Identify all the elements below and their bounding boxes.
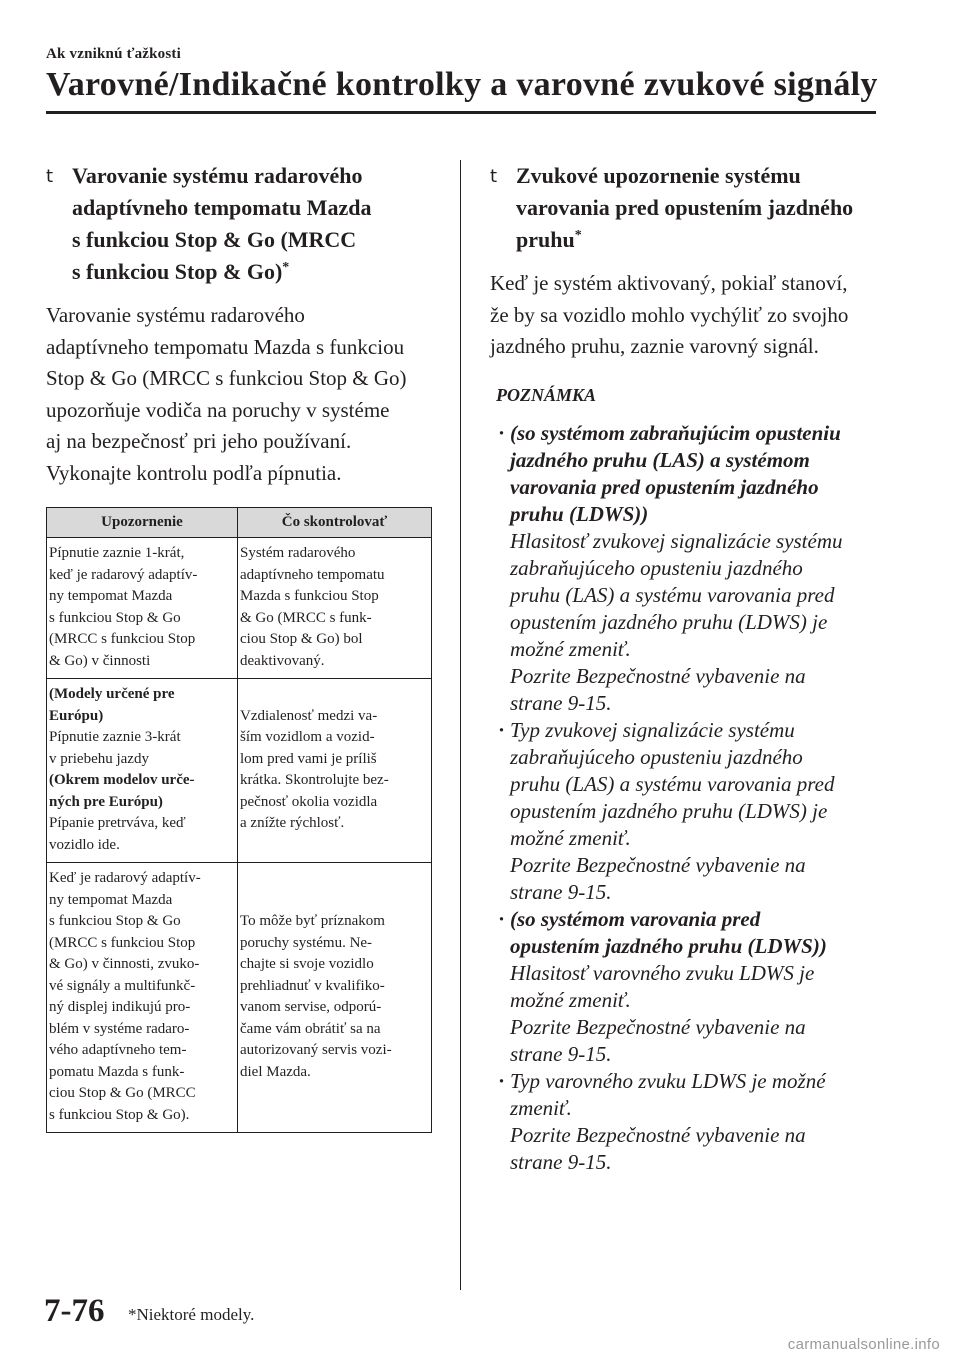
footnote: *Niektoré modely. (128, 1305, 255, 1324)
column-header-check: Čo skontrolovať (238, 508, 432, 538)
heading-line: varovania pred opustením jazdného (516, 195, 854, 220)
table-row (47, 863, 432, 1133)
footnote-mark: * (282, 260, 290, 275)
bullet-icon: · (498, 717, 506, 742)
table-row (47, 679, 432, 863)
page-number: 7-76 (44, 1293, 105, 1329)
column-header-warning: Upozornenie (47, 508, 238, 538)
note-title: POZNÁMKA (496, 384, 597, 405)
heading-line: s funkciou Stop & Go (MRCC (72, 227, 357, 252)
table-cell-warning: Keď je radarový adaptív- ny tempomat Mazda s funkciou Stop & Go (MRCC s funkciou Stop & Go) v činnosti, zvuko- vé signály a multifunkč- ný displej indikujú pro- blém v systéme radaro- vého adaptívneho tem- pomatu Mazda s funk- ciou Stop & Go (MRCC s funkciou Stop & Go). (47, 863, 238, 1133)
table-cell-warning: Pípnutie zaznie 1-krát, keď je radarový adaptív- ny tempomat Mazda s funkciou Stop & Go (MRCC s funkciou Stop & Go) v činnosti (47, 538, 238, 679)
table-cell-check: Systém radarového adaptívneho tempomatu Mazda s funkciou Stop & Go (MRCC s funk- ciou Stop & Go) bol deaktivovaný. (238, 538, 432, 679)
heading-ldws-sound (490, 160, 880, 256)
section-marker-icon: t (46, 166, 54, 187)
ldws-description: Keď je systém aktivovaný, pokiaľ stanoví, že by sa vozidlo mohlo vychýliť zo svojho jazdného pruhu, zaznie varovný signál. (490, 271, 849, 358)
note-list (490, 420, 880, 1176)
bullet-icon: · (498, 1068, 506, 1093)
bullet-icon: · (498, 420, 506, 445)
heading-mrcc-warning (46, 160, 434, 288)
footnote-mark: * (574, 228, 582, 243)
table-header-row (47, 508, 432, 538)
left-column (46, 160, 434, 1133)
table-row (47, 538, 432, 679)
section-label: Ak vzniknú ťažkosti (46, 46, 181, 62)
bullet-icon: · (498, 906, 506, 931)
column-divider (460, 160, 461, 1290)
list-item: · Typ zvukovej signalizácie systému zabraňujúceho opusteniu jazdného pruhu (LAS) a systému varovania pred opustením jazdného pruhu (LDWS) je možné zmeniť. Pozrite Bezpečnostné vybavenie na strane 9-15. (498, 717, 835, 904)
mrcc-description: Varovanie systému radarového adaptívneho tempomatu Mazda s funkciou Stop & Go (MRCC s funkciou Stop & Go) upozorňuje vodiča na poruchy v systéme aj na bezpečnosť pri jeho používaní. Vykonajte kontrolu podľa pípnutia. (46, 303, 407, 485)
table-cell-warning: (Modely určené pre Európu) Pípnutie zaznie 3-krát v priebehu jazdy (Okrem modelov urče- ných pre Európu) Pípanie pretrváva, keď vozidlo ide. (47, 679, 238, 863)
section-marker-icon: t (490, 166, 498, 187)
right-column (490, 160, 880, 1176)
page-title: Varovné/Indikačné kontrolky a varovné zvukové signály (46, 66, 878, 103)
heading-line: Varovanie systému radarového (72, 163, 363, 188)
warning-table (46, 507, 432, 1133)
list-item: · Typ varovného zvuku LDWS je možné zmeniť. Pozrite Bezpečnostné vybavenie na strane 9-15. (498, 1068, 826, 1174)
heading-line: s funkciou Stop & Go) (72, 259, 283, 284)
heading-line: Zvukové upozornenie systému (516, 163, 801, 188)
list-item: · (so systémom varovania pred opustením jazdného pruhu (LDWS)) Hlasitosť varovného zvuku LDWS je možné zmeniť. Pozrite Bezpečnostné vybavenie na strane 9-15. (498, 906, 827, 1066)
heading-line: adaptívneho tempomatu Mazda (72, 195, 372, 220)
table-cell-check: To môže byť príznakom poruchy systému. Ne- chajte si svoje vozidlo prehliadnuť v kvalifiko- vanom servise, odporú- čame vám obrátiť sa na autorizovaný servis vozi- diel Mazda. (238, 863, 432, 1133)
list-item: · (so systémom zabraňujúcim opusteniu jazdného pruhu (LAS) a systémom varovania pred opustením jazdného pruhu (LDWS)) Hlasitosť zvukovej signalizácie systému zabraňujúceho opusteniu jazdného pruhu (LAS) a systému varovania pred opustením jazdného pruhu (LDWS) je možné zmeniť. Pozrite Bezpečnostné vybavenie na strane 9-15. (498, 420, 843, 715)
watermark: carmanualsonline.info (787, 1336, 940, 1353)
title-rule (46, 111, 876, 114)
heading-line: pruhu (516, 227, 575, 252)
table-cell-check: Vzdialenosť medzi va- ším vozidlom a vozid- lom pred vami je príliš krátka. Skontrolujte bez- pečnosť okolia vozidla a znížte rýchlosť. (238, 679, 432, 863)
